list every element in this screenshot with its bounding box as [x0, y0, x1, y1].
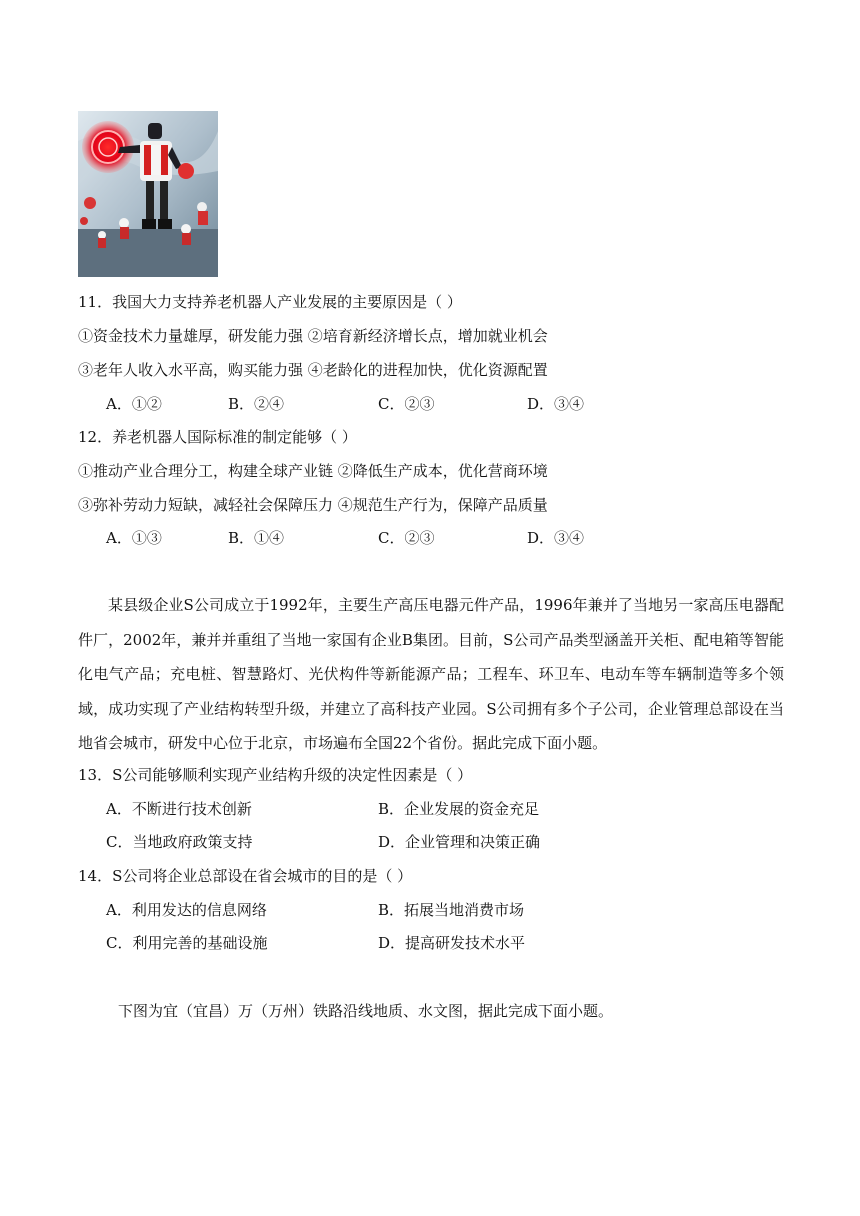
robot-performance-photo — [78, 111, 218, 277]
question-12-statements-2: ③弥补劳动力短缺，减轻社会保障压力 ④规范生产行为，保障产品质量 — [78, 496, 548, 514]
question-14-choice-b[interactable]: B．拓展当地消费市场 — [378, 901, 525, 919]
question-11-stem: 11．我国大力支持养老机器人产业发展的主要原因是（ ） — [78, 293, 462, 311]
question-12-statements-1: ①推动产业合理分工，构建全球产业链 ②降低生产成本，优化营商环境 — [78, 462, 548, 480]
question-11-choice-d[interactable]: D．③④ — [527, 395, 585, 413]
question-11-choice-a[interactable]: A．①② — [106, 395, 162, 413]
question-14-choice-a[interactable]: A．利用发达的信息网络 — [106, 901, 267, 919]
question-13-choice-c[interactable]: C．当地政府政策支持 — [106, 833, 253, 851]
passage-text: 某县级企业S公司成立于1992年，主要生产高压电器元件产品，1996年兼并了当地另一家高压电器配件厂，2002年，兼并并重组了当地一家国有企业B集团。目前，S公司产品类型涵盖开关柜、配电箱等智能化电气产品；充电桩、智慧路灯、光伏构件等新能源产品；工程车、环卫车、电动车等车辆制造等多个领域，成功实现了产业结构转型升级，并建立了高科技产业园。S公司拥有多个子公司，企业管理总部设在当地省会城市，研发中心位于北京，市场遍布全国22个省份。据此完成下面小题。 — [78, 596, 784, 752]
question-12-choice-b[interactable]: B．①④ — [228, 529, 285, 547]
question-11-choice-c[interactable]: C．②③ — [378, 395, 435, 413]
question-11-statements-2: ③老年人收入水平高，购买能力强 ④老龄化的进程加快，优化资源配置 — [78, 361, 548, 379]
question-14-choice-c[interactable]: C．利用完善的基础设施 — [106, 934, 268, 952]
question-12-choice-a[interactable]: A．①③ — [106, 529, 162, 547]
question-12-choice-c[interactable]: C．②③ — [378, 529, 435, 547]
passage-s-company — [78, 588, 784, 761]
map-intro-text: 下图为宜（宜昌）万（万州）铁路沿线地质、水文图，据此完成下面小题。 — [118, 1002, 614, 1020]
question-11-choice-b[interactable]: B．②④ — [228, 395, 285, 413]
question-14-stem: 14．S公司将企业总部设在省会城市的目的是（ ） — [78, 867, 413, 885]
question-13-choice-b[interactable]: B．企业发展的资金充足 — [378, 800, 540, 818]
question-13-stem: 13．S公司能够顺利实现产业结构升级的决定性因素是（ ） — [78, 766, 473, 784]
question-12-stem: 12．养老机器人国际标准的制定能够（ ） — [78, 428, 357, 446]
question-14-choice-d[interactable]: D．提高研发技术水平 — [378, 934, 526, 952]
question-12-choice-d[interactable]: D．③④ — [527, 529, 585, 547]
question-13-choice-a[interactable]: A．不断进行技术创新 — [106, 800, 252, 818]
question-13-choice-d[interactable]: D．企业管理和决策正确 — [378, 833, 541, 851]
question-11-statements-1: ①资金技术力量雄厚，研发能力强 ②培育新经济增长点，增加就业机会 — [78, 327, 548, 345]
